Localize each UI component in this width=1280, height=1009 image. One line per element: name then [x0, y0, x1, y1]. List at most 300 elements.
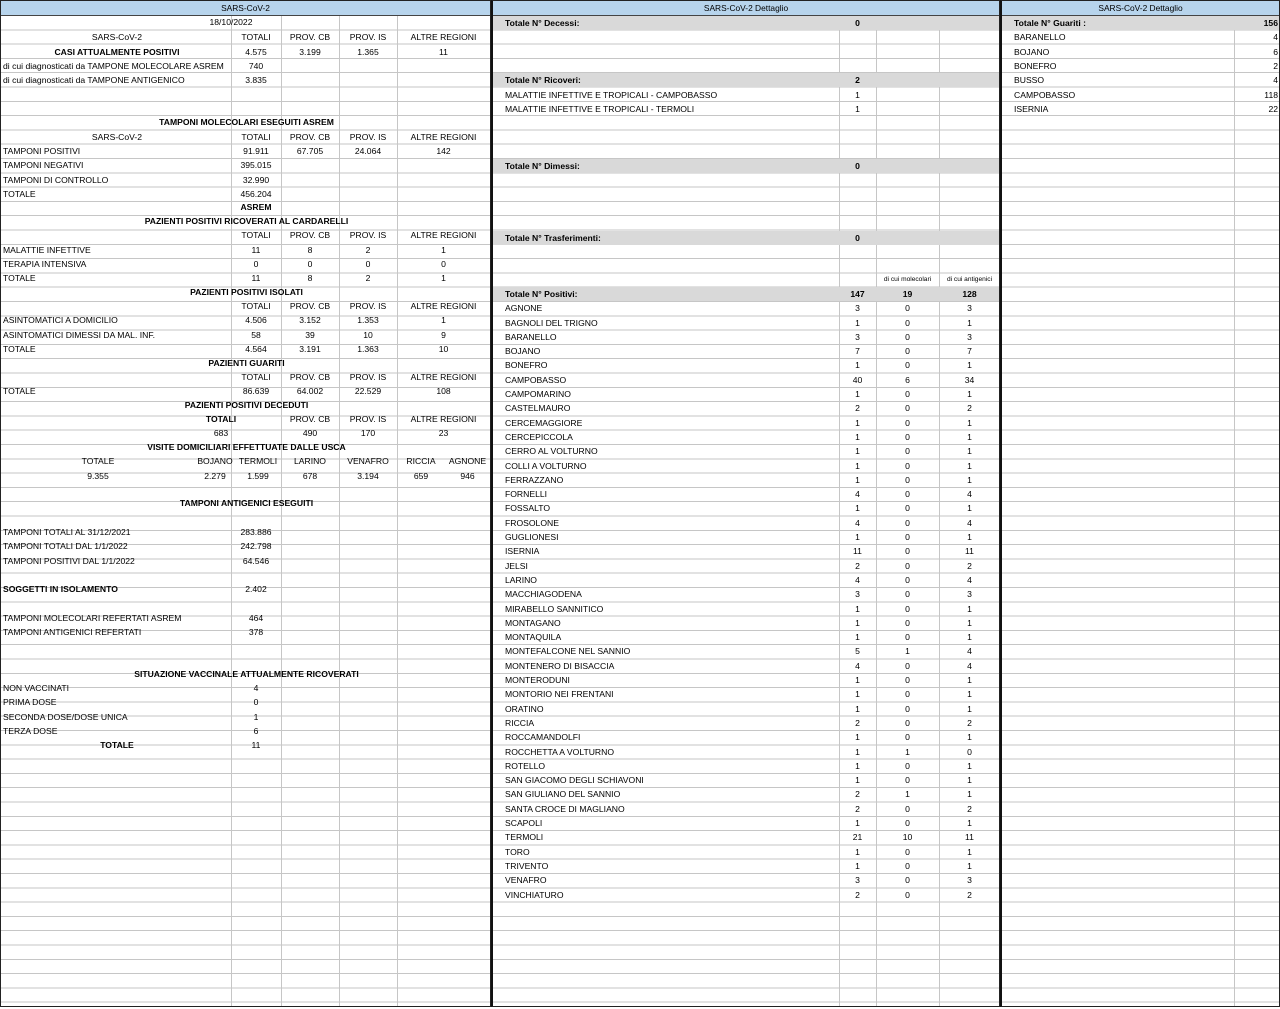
value-prov-cb: 67.705 — [296, 145, 324, 156]
col-header-altre-regioni: ALTRE REGIONI — [410, 414, 477, 425]
municipality-name: ORATINO — [505, 703, 544, 714]
municipality-total: 3 — [855, 303, 860, 314]
row-label: MALATTIE INFETTIVE — [3, 244, 91, 255]
municipality-name: MONTAGANO — [505, 617, 561, 628]
row-label: di cui diagnosticati da TAMPONE MOLECOLARE ASREM — [3, 60, 224, 71]
municipality-molecolari: 0 — [905, 317, 910, 328]
municipality-antigenici: 3 — [967, 331, 972, 342]
municipality-molecolari: 0 — [905, 532, 910, 543]
panel-header: SARS-CoV-2 — [1, 1, 490, 16]
row-label: TOTALE — [3, 386, 36, 397]
col-header-altre-regioni: ALTRE REGIONI — [410, 230, 477, 241]
row-label: TAMPONI POSITIVI DAL 1/1/2022 — [3, 555, 135, 566]
value-totali: 91.911 — [243, 145, 269, 156]
col-header-prov-cb: PROV. CB — [289, 230, 331, 241]
value-prov-is: 10 — [363, 329, 373, 340]
municipality-antigenici: 1 — [967, 617, 972, 628]
usca-value: 9.355 — [87, 470, 109, 481]
usca-value: 678 — [302, 470, 318, 481]
total-value: 0 — [855, 232, 860, 243]
municipality-antigenici: 2 — [967, 403, 972, 414]
municipality-molecolari: 0 — [905, 546, 910, 557]
value-prov-is: 170 — [360, 428, 376, 439]
municipality-antigenici: 1 — [967, 732, 972, 743]
municipality-antigenici: 1 — [967, 532, 972, 543]
row-label: TAMPONI DI CONTROLLO — [3, 174, 109, 185]
municipality-name: MIRABELLO SANNITICO — [505, 603, 604, 614]
municipality-name: CAMPOMARINO — [505, 389, 571, 400]
municipality-molecolari: 1 — [905, 789, 910, 800]
row-label: PRIMA DOSE — [3, 697, 57, 708]
row-label: TERZA DOSE — [3, 725, 58, 736]
total-label: Totale N° Positivi: — [505, 288, 578, 299]
row-label: TAMPONI POSITIVI — [3, 145, 81, 156]
municipality-name: BONEFRO — [505, 360, 548, 371]
usca-header: LARINO — [294, 456, 326, 467]
municipality-molecolari: 0 — [905, 503, 910, 514]
ward-value: 1 — [855, 103, 860, 114]
row-label: ASINTOMATICI A DOMICILIO — [3, 315, 118, 326]
municipality-antigenici: 1 — [967, 474, 972, 485]
municipality-total: 40 — [852, 374, 863, 385]
municipality-molecolari: 0 — [905, 717, 910, 728]
municipality-antigenici: 1 — [967, 760, 972, 771]
municipality-total: 1 — [855, 746, 860, 757]
municipality-molecolari: 0 — [905, 431, 910, 442]
value-prov-is: 1.353 — [357, 315, 379, 326]
municipality-molecolari: 0 — [905, 331, 910, 342]
value-prov-is: 24.064 — [354, 145, 382, 156]
section-title: TAMPONI ANTIGENICI ESEGUITI — [179, 498, 314, 509]
municipality-antigenici: 1 — [967, 503, 972, 514]
municipality-antigenici: 4 — [967, 646, 972, 657]
municipality-total: 1 — [855, 417, 860, 428]
municipality-total: 1 — [855, 317, 860, 328]
municipality-antigenici: 2 — [967, 717, 972, 728]
municipality-name: SANTA CROCE DI MAGLIANO — [505, 803, 625, 814]
value-totali: 4.506 — [245, 315, 267, 326]
recovered-detail-panel — [1000, 0, 1280, 1007]
municipality-molecolari: 1 — [905, 646, 910, 657]
municipality-name: BUSSO — [1014, 75, 1045, 86]
municipality-molecolari: 0 — [905, 460, 910, 471]
total-value: 0 — [855, 161, 860, 171]
section-title: PAZIENTI POSITIVI DECEDUTI — [184, 399, 309, 410]
total-value: 0 — [855, 18, 860, 28]
municipality-molecolari: 0 — [905, 489, 910, 500]
municipality-value: 4 — [1273, 32, 1278, 43]
municipality-name: SAN GIACOMO DEGLI SCHIAVONI — [505, 775, 644, 786]
municipality-value: 2 — [1273, 60, 1278, 71]
section-title: SITUAZIONE VACCINALE ATTUALMENTE RICOVERATI — [134, 668, 359, 679]
municipality-molecolari: 1 — [905, 746, 910, 757]
municipality-molecolari: 0 — [905, 446, 910, 457]
row-label: TOTALE — [3, 188, 36, 199]
municipality-total: 1 — [855, 431, 860, 442]
value-altre-regioni: 1 — [441, 273, 446, 284]
total-value: 156 — [1263, 18, 1278, 28]
municipality-antigenici: 2 — [967, 803, 972, 814]
municipality-name: ISERNIA — [505, 546, 540, 557]
col-header-totali: TOTALI — [241, 371, 271, 382]
municipality-antigenici: 1 — [967, 789, 972, 800]
municipality-name: JELSI — [505, 560, 528, 571]
municipality-total: 21 — [852, 832, 863, 843]
municipality-molecolari: 0 — [905, 346, 910, 357]
municipality-molecolari: 0 — [905, 860, 910, 871]
municipality-antigenici: 3 — [967, 589, 972, 600]
municipality-antigenici: 1 — [967, 689, 972, 700]
municipality-name: CAMPOBASSO — [1014, 89, 1076, 100]
col-header-totali: TOTALI — [241, 301, 271, 312]
row-label: CASI ATTUALMENTE POSITIVI — [54, 46, 180, 57]
value-totali: 64.546 — [242, 555, 270, 566]
municipality-molecolari: 0 — [905, 303, 910, 314]
municipality-antigenici: 1 — [967, 417, 972, 428]
usca-header: BOJANO — [197, 456, 233, 467]
municipality-molecolari: 0 — [905, 617, 910, 628]
municipality-value: 22 — [1268, 103, 1278, 114]
municipality-molecolari: 10 — [902, 832, 913, 843]
usca-header: RICCIA — [406, 456, 436, 467]
value-totali: 58 — [251, 329, 261, 340]
row-label: SOGGETTI IN ISOLAMENTO — [3, 584, 118, 595]
municipality-molecolari: 0 — [905, 360, 910, 371]
value-prov-is: 2 — [365, 273, 371, 284]
municipality-total: 1 — [855, 689, 860, 700]
col-header-prov-cb: PROV. CB — [289, 301, 331, 312]
municipality-name: FROSOLONE — [505, 517, 559, 528]
col-header-antigenici: di cui antigenici — [946, 275, 993, 283]
value-prov-cb: 490 — [302, 428, 318, 439]
municipality-molecolari: 0 — [905, 689, 910, 700]
value-totali: 283.886 — [240, 527, 272, 538]
usca-value: 946 — [460, 470, 475, 481]
usca-header: AGNONE — [448, 456, 487, 467]
municipality-total: 1 — [855, 532, 860, 543]
municipality-name: RICCIA — [505, 717, 535, 728]
municipality-name: FOSSALTO — [505, 503, 551, 514]
municipality-name: LARINO — [505, 574, 537, 585]
municipality-name: MONTEFALCONE NEL SANNIO — [505, 646, 631, 657]
ward-label: MALATTIE INFETTIVE E TROPICALI - TERMOLI — [505, 103, 695, 114]
total-label: Totale N° Decessi: — [505, 18, 580, 28]
value-totali: 395.015 — [240, 160, 272, 171]
municipality-total: 3 — [855, 589, 860, 600]
col-header-totali: TOTALI — [241, 230, 271, 241]
municipality-name: FORNELLI — [505, 489, 548, 500]
value-totali: 2.402 — [245, 584, 267, 595]
municipality-molecolari: 0 — [905, 732, 910, 743]
municipality-molecolari: 0 — [905, 703, 910, 714]
value-totali: 242.798 — [240, 541, 272, 552]
col-header-prov-is: PROV. IS — [349, 301, 387, 312]
municipality-total: 1 — [855, 846, 860, 857]
section-title: PAZIENTI POSITIVI RICOVERATI AL CARDARELLI — [144, 216, 349, 227]
municipality-total: 1 — [855, 360, 860, 371]
value-prov-cb: 8 — [307, 273, 313, 284]
value-totali: 1 — [253, 711, 259, 722]
value-prov-cb: 64.002 — [296, 386, 324, 397]
value-totali: 4.564 — [245, 344, 267, 355]
col-header-prov-is: PROV. IS — [349, 371, 387, 382]
municipality-total: 1 — [855, 632, 860, 643]
municipality-total: 3 — [855, 331, 860, 342]
total-value: 147 — [850, 288, 865, 299]
row-label: TAMPONI TOTALI DAL 1/1/2022 — [3, 541, 128, 552]
municipality-total: 4 — [855, 660, 860, 671]
municipality-name: TRIVENTO — [505, 860, 549, 871]
municipality-total: 1 — [855, 389, 860, 400]
col-header-molecolari: di cui molecolari — [883, 275, 932, 283]
municipality-molecolari: 6 — [905, 374, 910, 385]
value-altre-regioni: 10 — [438, 344, 449, 355]
municipality-antigenici: 11 — [965, 832, 974, 843]
municipality-antigenici: 2 — [967, 560, 972, 571]
total-antigenici: 128 — [962, 288, 977, 299]
row-label: ASINTOMATICI DIMESSI DA MAL. INF. — [3, 329, 156, 340]
row-label: SECONDA DOSE/DOSE UNICA — [3, 711, 128, 722]
municipality-molecolari: 0 — [905, 417, 910, 428]
municipality-name: BONEFRO — [1014, 60, 1057, 71]
municipality-name: AGNONE — [505, 303, 543, 314]
value-prov-cb: 3.191 — [299, 344, 321, 355]
municipality-name: COLLI A VOLTURNO — [505, 460, 587, 471]
usca-header: TOTALE — [81, 456, 115, 467]
row-label: TOTALE — [100, 740, 134, 751]
summary-panel — [0, 0, 491, 1007]
municipality-antigenici: 34 — [964, 374, 975, 385]
ward-label: MALATTIE INFETTIVE E TROPICALI - CAMPOBASSO — [505, 89, 718, 100]
municipality-antigenici: 1 — [967, 446, 972, 457]
value-prov-cb: 39 — [305, 329, 315, 340]
municipality-name: VINCHIATURO — [505, 889, 564, 900]
value-totali: 4.575 — [245, 46, 267, 57]
section-label: SARS-CoV-2 — [91, 131, 143, 142]
section-title: VISITE DOMICILIARI EFFETTUATE DALLE USCA — [147, 441, 346, 452]
municipality-total: 2 — [855, 803, 860, 814]
municipality-antigenici: 0 — [967, 746, 972, 757]
municipality-antigenici: 3 — [967, 875, 972, 886]
col-header-prov-is: PROV. IS — [349, 230, 387, 241]
municipality-total: 1 — [855, 617, 860, 628]
col-header-prov-is: PROV. IS — [349, 414, 387, 425]
municipality-antigenici: 3 — [967, 303, 972, 314]
municipality-molecolari: 0 — [905, 403, 910, 414]
detail-panel — [491, 0, 1000, 1007]
municipality-antigenici: 1 — [967, 632, 972, 643]
municipality-antigenici: 1 — [967, 460, 972, 471]
municipality-molecolari: 0 — [905, 603, 910, 614]
municipality-total: 1 — [855, 732, 860, 743]
municipality-antigenici: 1 — [967, 860, 972, 871]
municipality-molecolari: 0 — [905, 803, 910, 814]
municipality-total: 2 — [855, 889, 860, 900]
municipality-total: 1 — [855, 446, 860, 457]
municipality-total: 1 — [855, 760, 860, 771]
value-altre-regioni: 108 — [436, 386, 451, 397]
value-altre-regioni: 0 — [441, 258, 446, 269]
municipality-antigenici: 11 — [965, 546, 974, 557]
value-totali: 11 — [251, 740, 261, 751]
municipality-molecolari: 0 — [905, 889, 910, 900]
usca-header: VENAFRO — [347, 456, 389, 467]
municipality-molecolari: 0 — [905, 589, 910, 600]
value-totali: 4 — [253, 682, 259, 693]
total-label: Totale N° Dimessi: — [505, 161, 580, 171]
municipality-antigenici: 7 — [967, 346, 972, 357]
value-prov-is: 22.529 — [354, 386, 382, 397]
municipality-total: 1 — [855, 474, 860, 485]
municipality-total: 11 — [853, 546, 862, 557]
col-header-totali: TOTALI — [205, 414, 237, 425]
municipality-molecolari: 0 — [905, 517, 910, 528]
value-prov-is: 1.365 — [357, 46, 379, 57]
municipality-total: 4 — [855, 489, 860, 500]
municipality-name: SCAPOLI — [505, 818, 543, 829]
row-label: di cui diagnosticati da TAMPONE ANTIGENICO — [3, 75, 185, 86]
row-label: TAMPONI MOLECOLARI REFERTATI ASREM — [3, 612, 182, 623]
municipality-total: 2 — [855, 789, 860, 800]
row-label: TAMPONI NEGATIVI — [3, 160, 84, 171]
municipality-name: MONTERODUNI — [505, 675, 570, 686]
usca-value: 1.599 — [247, 470, 269, 481]
municipality-name: CERCEMAGGIORE — [505, 417, 583, 428]
value-totali: 683 — [213, 428, 229, 439]
municipality-name: ROCCAMANDOLFI — [505, 732, 581, 743]
value-altre-regioni: 1 — [441, 244, 446, 255]
municipality-total: 1 — [855, 675, 860, 686]
value-totali: 456.204 — [240, 188, 272, 199]
municipality-name: TORO — [505, 846, 530, 857]
municipality-name: CERRO AL VOLTURNO — [505, 446, 598, 457]
municipality-total: 1 — [855, 503, 860, 514]
municipality-name: TERMOLI — [505, 832, 544, 843]
municipality-molecolari: 0 — [905, 675, 910, 686]
usca-value: 3.194 — [357, 470, 379, 481]
section-label: SARS-CoV-2 — [91, 32, 143, 43]
municipality-antigenici: 4 — [967, 517, 972, 528]
municipality-name: CERCEPICCOLA — [505, 431, 573, 442]
municipality-name: CASTELMAURO — [505, 403, 571, 414]
municipality-name: SAN GIULIANO DEL SANNIO — [505, 789, 621, 800]
col-header-altre-regioni: ALTRE REGIONI — [410, 301, 477, 312]
municipality-molecolari: 0 — [905, 389, 910, 400]
municipality-molecolari: 0 — [905, 474, 910, 485]
municipality-antigenici: 1 — [967, 389, 972, 400]
municipality-name: BOJANO — [505, 346, 541, 357]
value-totali: 0 — [253, 697, 259, 708]
value-altre-regioni: 9 — [441, 329, 446, 340]
municipality-name: GUGLIONESI — [505, 532, 559, 543]
municipality-value: 4 — [1273, 75, 1278, 86]
municipality-name: MONTENERO DI BISACCIA — [505, 660, 615, 671]
col-header-prov-is: PROV. IS — [349, 131, 387, 142]
value-prov-is: 1.363 — [357, 344, 379, 355]
col-header-altre-regioni: ALTRE REGIONI — [410, 32, 477, 43]
municipality-molecolari: 0 — [905, 775, 910, 786]
col-header-prov-is: PROV. IS — [349, 32, 387, 43]
municipality-name: BAGNOLI DEL TRIGNO — [505, 317, 598, 328]
municipality-molecolari: 0 — [905, 846, 910, 857]
municipality-antigenici: 1 — [967, 360, 972, 371]
usca-value: 2.279 — [204, 470, 226, 481]
municipality-antigenici: 1 — [967, 846, 972, 857]
municipality-name: MACCHIAGODENA — [505, 589, 582, 600]
value-prov-cb: 8 — [307, 244, 313, 255]
municipality-antigenici: 4 — [967, 489, 972, 500]
municipality-total: 1 — [855, 860, 860, 871]
municipality-total: 3 — [855, 875, 860, 886]
value-prov-cb: 3.152 — [299, 315, 321, 326]
col-header-altre-regioni: ALTRE REGIONI — [410, 371, 477, 382]
value-totali: 32.990 — [242, 174, 270, 185]
municipality-molecolari: 0 — [905, 560, 910, 571]
col-header-prov-cb: PROV. CB — [289, 131, 331, 142]
municipality-total: 1 — [855, 818, 860, 829]
total-label: Totale N° Trasferimenti: — [505, 232, 601, 243]
row-label: TOTALE — [3, 344, 36, 355]
municipality-name: BARANELLO — [505, 331, 557, 342]
col-header-totali: TOTALI — [241, 131, 271, 142]
total-label: Totale N° Ricoveri: — [505, 75, 581, 86]
value-prov-is: 2 — [365, 244, 371, 255]
municipality-total: 4 — [855, 574, 860, 585]
row-label: TOTALE — [3, 273, 36, 284]
municipality-total: 2 — [855, 717, 860, 728]
usca-value: 659 — [413, 470, 429, 481]
municipality-name: BOJANO — [1014, 46, 1050, 57]
value-altre-regioni: 23 — [438, 428, 449, 439]
municipality-molecolari: 0 — [905, 875, 910, 886]
municipality-name: VENAFRO — [505, 875, 547, 886]
municipality-name: BARANELLO — [1014, 32, 1066, 43]
municipality-total: 2 — [855, 560, 860, 571]
municipality-molecolari: 0 — [905, 574, 910, 585]
section-title: PAZIENTI POSITIVI ISOLATI — [190, 286, 303, 297]
col-header-totali: TOTALI — [241, 32, 271, 43]
municipality-total: 4 — [855, 517, 860, 528]
section-subtitle: ASREM — [240, 201, 272, 212]
municipality-antigenici: 4 — [967, 574, 972, 585]
municipality-name: ROCCHETTA A VOLTURNO — [505, 746, 615, 757]
row-label: TAMPONI TOTALI AL 31/12/2021 — [3, 527, 131, 538]
municipality-antigenici: 1 — [967, 703, 972, 714]
total-value: 2 — [855, 75, 860, 86]
municipality-value: 6 — [1273, 46, 1278, 57]
value-totali: 464 — [248, 612, 264, 623]
municipality-name: CAMPOBASSO — [505, 374, 567, 385]
report-date: 18/10/2022 — [209, 17, 253, 27]
value-totali: 86.639 — [242, 386, 270, 397]
municipality-name: ISERNIA — [1014, 103, 1049, 114]
municipality-antigenici: 4 — [967, 660, 972, 671]
value-prov-is: 0 — [365, 258, 371, 269]
municipality-total: 1 — [855, 603, 860, 614]
row-label: TERAPIA INTENSIVA — [3, 258, 87, 269]
panel-header: SARS-CoV-2 Dettaglio — [493, 1, 999, 16]
municipality-antigenici: 1 — [967, 675, 972, 686]
ward-value: 1 — [855, 89, 860, 100]
col-header-altre-regioni: ALTRE REGIONI — [410, 131, 477, 142]
row-label: TAMPONI ANTIGENICI REFERTATI — [3, 627, 142, 638]
value-prov-cb: 0 — [307, 258, 313, 269]
value-totali: 740 — [248, 60, 264, 71]
section-title: PAZIENTI GUARITI — [208, 357, 285, 368]
municipality-name: MONTORIO NEI FRENTANI — [505, 689, 614, 700]
municipality-name: FERRAZZANO — [505, 474, 564, 485]
total-label: Totale N° Guariti : — [1014, 18, 1087, 28]
